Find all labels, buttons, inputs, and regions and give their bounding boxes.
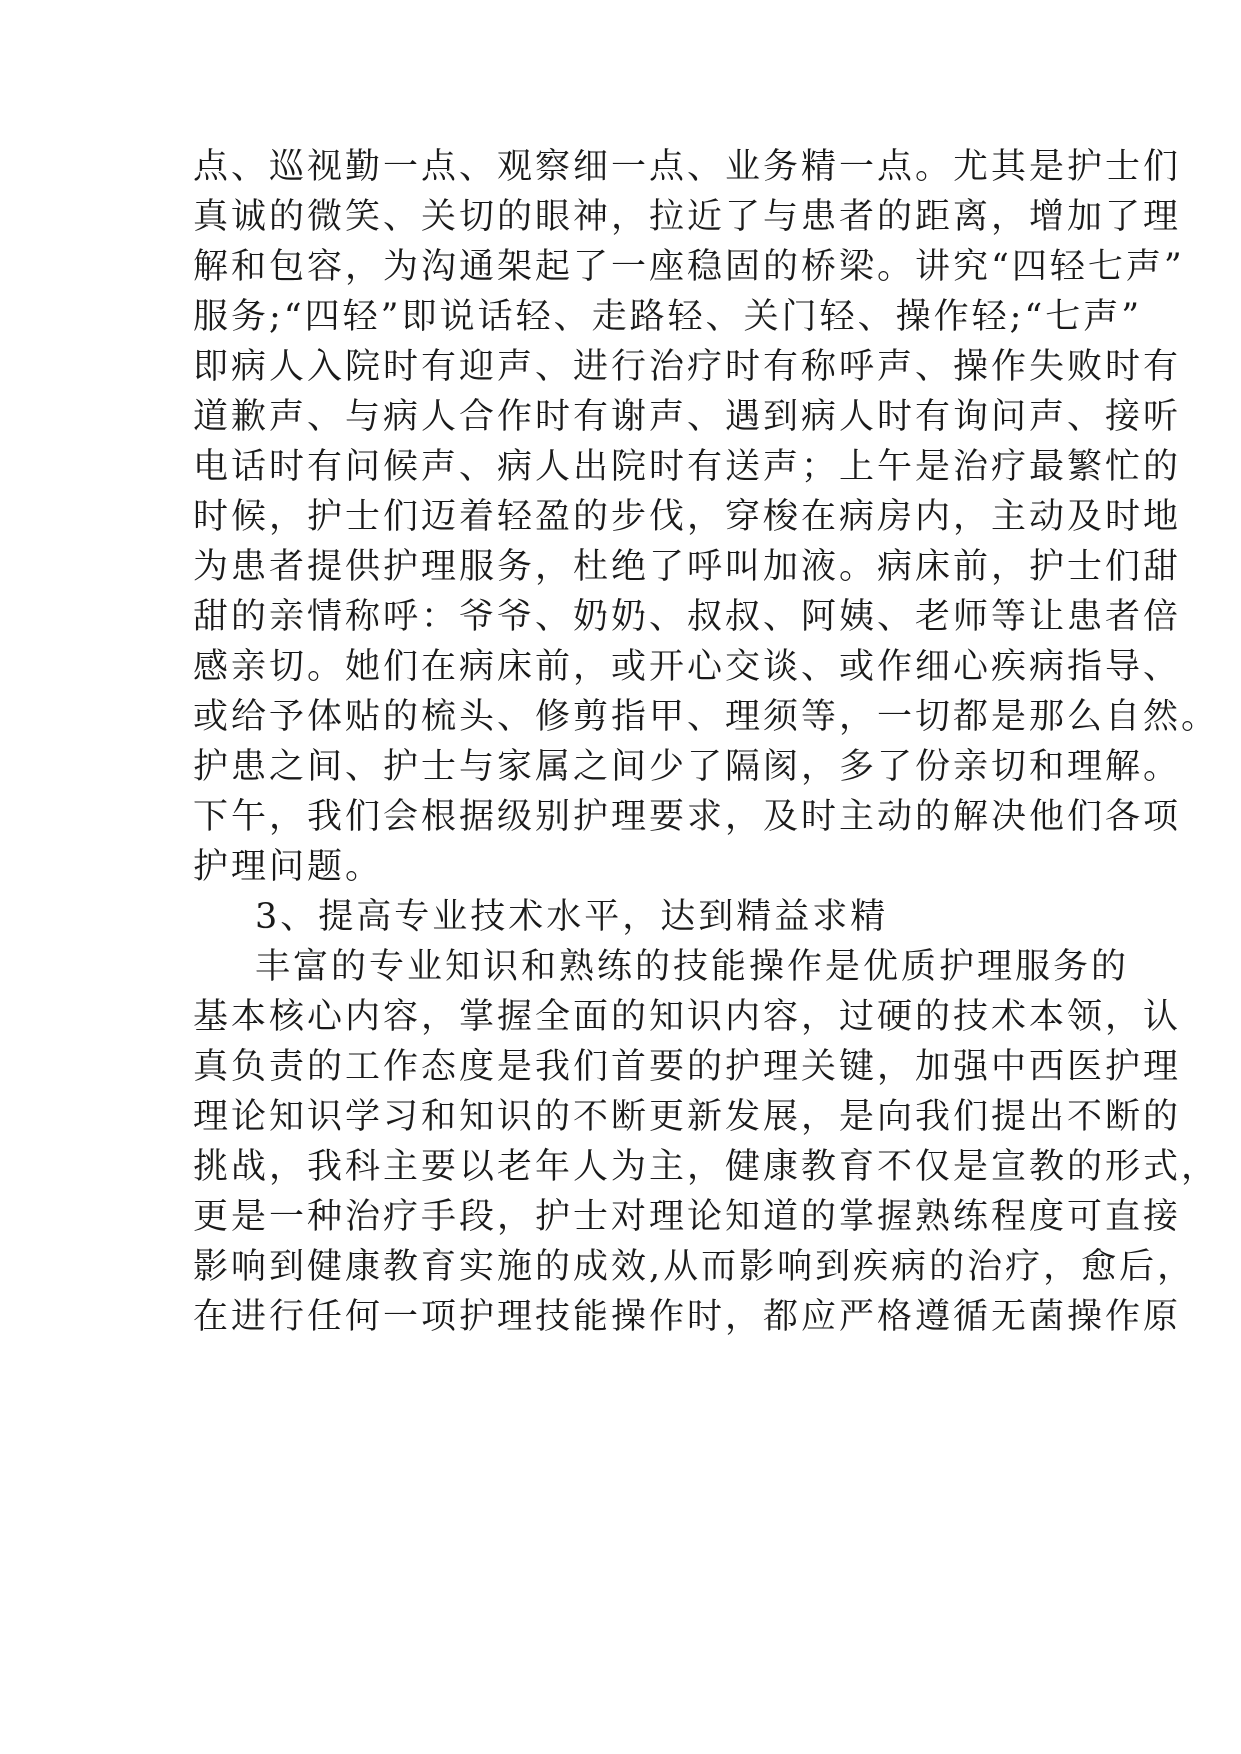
section-heading: 3、提高专业技术水平，达到精益求精 bbox=[255, 897, 889, 937]
text-line: 或给予体贴的梳头、修剪指甲、理须等，一切都是那么自然。 bbox=[193, 697, 1220, 737]
text-line: 道歉声、与病人合作时有谢声、遇到病人时有询问声、接听 bbox=[193, 397, 1182, 437]
text-line: 甜的亲情称呼：爷爷、奶奶、叔叔、阿姨、老师等让患者倍 bbox=[193, 597, 1182, 637]
text-line: 护患之间、护士与家属之间少了隔阂，多了份亲切和理解。 bbox=[193, 747, 1182, 787]
text-line: 电话时有问候声、病人出院时有送声；上午是治疗最繁忙的 bbox=[193, 447, 1182, 487]
text-line: 解和包容，为沟通架起了一座稳固的桥梁。讲究“四轻七声” bbox=[193, 247, 1185, 287]
text-line: 真负责的工作态度是我们首要的护理关键，加强中西医护理 bbox=[193, 1047, 1182, 1087]
text-line: 下午，我们会根据级别护理要求，及时主动的解决他们各项 bbox=[193, 797, 1182, 837]
text-line: 在进行任何一项护理技能操作时，都应严格遵循无菌操作原 bbox=[193, 1297, 1182, 1337]
text-line: 真诚的微笑、关切的眼神，拉近了与患者的距离，增加了理 bbox=[193, 197, 1182, 237]
text-line: 为患者提供护理服务，杜绝了呼叫加液。病床前，护士们甜 bbox=[193, 547, 1182, 587]
text-line: 点、巡视勤一点、观察细一点、业务精一点。尤其是护士们 bbox=[193, 147, 1182, 187]
text-line: 即病人入院时有迎声、进行治疗时有称呼声、操作失败时有 bbox=[193, 347, 1182, 387]
text-line: 护理问题。 bbox=[193, 847, 384, 887]
text-line: 感亲切。她们在病床前，或开心交谈、或作细心疾病指导、 bbox=[193, 647, 1182, 687]
text-line: 丰富的专业知识和熟练的技能操作是优质护理服务的 bbox=[255, 947, 1130, 987]
text-line: 服务;“四轻”即说话轻、走路轻、关门轻、操作轻;“七声” bbox=[193, 297, 1143, 337]
text-line: 时候，护士们迈着轻盈的步伐，穿梭在病房内，主动及时地 bbox=[193, 497, 1182, 537]
text-line: 更是一种治疗手段，护士对理论知道的掌握熟练程度可直接 bbox=[193, 1197, 1182, 1237]
text-line: 挑战，我科主要以老年人为主，健康教育不仅是宣教的形式， bbox=[193, 1147, 1220, 1187]
text-line: 理论知识学习和知识的不断更新发展，是向我们提出不断的 bbox=[193, 1097, 1182, 1137]
text-line: 影响到健康教育实施的成效,从而影响到疾病的治疗，愈后， bbox=[193, 1247, 1196, 1287]
text-line: 基本核心内容，掌握全面的知识内容，过硬的技术本领，认 bbox=[193, 997, 1182, 1037]
